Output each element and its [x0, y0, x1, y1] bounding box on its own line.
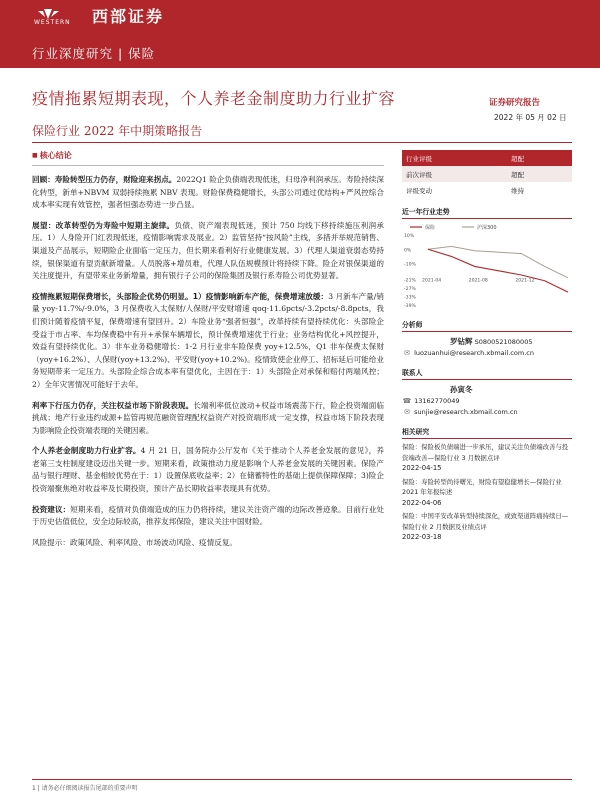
phone-icon: ☎ [402, 397, 412, 405]
brand-name: 西部证券 [92, 7, 165, 26]
y-tick-label: -39% [404, 304, 416, 309]
page-number: 1 [32, 785, 36, 792]
y-axis-ticks [404, 233, 417, 309]
y-tick-label: -27% [404, 286, 416, 292]
contact-section-title: 联系人 [402, 367, 572, 380]
legend-hs300: 沪深300 [477, 225, 497, 231]
rating-value: 超配 [511, 170, 525, 179]
brand-en: WESTERN [34, 19, 71, 26]
related-date: 2022-04-06 [402, 498, 442, 507]
header-title: 行业深度研究 | 保险 [32, 46, 156, 61]
table-row [402, 182, 572, 198]
series-insurance-line [428, 249, 568, 292]
table-row [402, 166, 572, 182]
series-hs300-line [428, 246, 568, 277]
rating-label: 评级变动 [406, 186, 432, 195]
paragraph-body: 4 月 21 日，国务院办公厅发布《关于推动个人养老金发展的意见》，养老第三支柱制度建设迈出关键一步。短期来看，政策推动力度是影响个人养老金发展的关键因素。保险产品与银行理财、基金相较优势在于：1）设置保底收益率；2）在储蓄特性的基础上提供保障保障；3)险企投资端聚焦绝对收益率及长期投资，预计产品长期收益率表现具有优势。 [32, 446, 384, 494]
related-research-item[interactable] [402, 442, 572, 474]
x-tick-label: 2021-04 [422, 278, 442, 284]
section-divider [32, 165, 384, 166]
related-title: 保险：保险板负债端进一步承压，建议关注负债端改善与投资端改善—保险行业 3 月数据点评 [402, 443, 569, 462]
paragraph-outlook [32, 220, 384, 283]
trend-chart [402, 221, 572, 311]
paragraph-body: 短期来看，疫情对负债端造成的压力仍将持续，建议关注资产端的边际改善迹象。目前行业处于历史估值低位，安全边际较高，推荐友邦保险，建议关注中国财险。 [32, 504, 385, 527]
paragraph-lead: 展望：改革转型仍为寿险中短期主旋律。 [32, 220, 175, 230]
rating-value: 维持 [511, 186, 525, 195]
footer: 1 | 请务必仔细阅读报告尾部的重要声明 [32, 785, 138, 792]
analyst-info [402, 336, 572, 359]
analyst-email: luozuanhui@research.xbmail.com.cn [414, 349, 534, 357]
paragraph-body: 风险提示：政策风险、利率风险、市场波动风险、疫情反复。 [32, 537, 238, 547]
table-row [402, 150, 572, 166]
x-tick-label: 2021-08 [468, 278, 488, 284]
paragraph-body: 长端利率低位波动+权益市场震荡下行，险企投资端面临挑战；地产行业违约或源+监管再规范融资管理配权益资产对投资端形成一定支撑，权益市场下阶段表现为影响险企投资端表现的关键因素。 [32, 400, 384, 435]
related-date: 2022-03-18 [402, 533, 442, 541]
y-tick-label: -21% [404, 278, 416, 284]
report-type-label: 证券研究报告 [489, 98, 541, 108]
rating-label: 前次评级 [406, 170, 432, 179]
rating-label: 行业评级 [406, 154, 432, 163]
paragraph-body: 3 月新车产量/销量 yoy-11.7%/-9.0%，3 月保费收入太保财/人保财/平安财增速 qoq-11.6pcts/-3.2pcts/-8.8pcts，我们预计随着疫情平复，保费增速有望回升。2）车险业务“强者恒强”，改革持续有望持续优化：头部险企受益于市占率、车均保费稳中有升+承保车辆增长，预计保费增速优于行业；业务结构优化+风控提升，效益有望持续优化。3）非车业务稳健增长：1-2 月行业非车险保费 yoy+12.5%，Q1 非车保费太保财（yoy+16.2%）、人保财(yoy+13.2%)、平安财(yoy+10.2%)。疫情致使企业停工、招标延后可能给业务短期带来一定压力。头部险企综合成本率有望优化，主因在于：1）头部险企对承保和赔付两端风控；2）全年灾害情况可能好于去年。 [32, 291, 384, 389]
contact-email: sunjie@research.xbmail.com.cn [414, 408, 518, 416]
legend-insurance: 保险 [425, 225, 436, 231]
paragraph-investment-advice [32, 504, 384, 529]
paragraph-rates [32, 400, 384, 438]
analyst-section-title: 分析师 [402, 319, 572, 332]
contact-name: 孙寅冬 [450, 385, 473, 394]
paragraph-risk [32, 537, 384, 550]
related-title: 保险：中国平安改革转型持续深化，或致渠道阵痛持续日—保险行业 2 月数据及业绩点评 [402, 512, 569, 531]
x-tick-label: 2021-12 [515, 278, 535, 284]
related-research-title: 相关研究 [402, 426, 572, 439]
y-tick-label: 10% [404, 234, 415, 239]
paragraph-lead: 个人养老金制度助力行业扩容。 [32, 446, 141, 456]
core-conclusion-column [32, 150, 384, 557]
y-tick-label: 0% [404, 248, 412, 254]
section-heading: ■ 核心结论 [32, 150, 384, 161]
related-title: 保险：寿险转型尚待曙光，财险有望稳健增长—保险行业 2021 年年报综述 [402, 477, 562, 496]
analyst-id: S0800521080005 [474, 338, 533, 346]
paragraph-pension [32, 445, 384, 495]
sidebar [402, 150, 572, 543]
y-tick-label: -33% [404, 295, 416, 301]
title-divider [32, 142, 572, 143]
related-research-item[interactable] [402, 477, 572, 509]
paragraph-lead: 回顾：寿险转型压力仍存，财险迎来拐点。 [32, 175, 177, 184]
paragraph-review [32, 174, 384, 212]
related-research-item[interactable] [402, 511, 572, 543]
paragraph-lead: 疫情拖累短期保费增长，头部险企优势仍明显。1）疫情影响新车产能，保费增速放缓： [32, 291, 329, 301]
paragraph-body: 2022Q1 险企负债端表现低迷，归母净利润承压。寿险持续深化转型，新单+NBVM 双弱持续拖累 NBV 表现。财险保费稳健增长，头部公司通过优结构+严风控综合成本率实现有效管控，强者恒强态势进一步凸显。 [32, 175, 385, 210]
x-axis-ticks [422, 277, 535, 283]
email-icon: ✉ [404, 408, 410, 416]
report-date: 2022 年 05 月 02 日 [494, 113, 567, 122]
paragraph-pc-insurance [32, 291, 384, 392]
email-icon: ✉ [404, 349, 410, 357]
sub-title: 保险行业 2022 年中期策略报告 [32, 124, 203, 138]
trend-chart-title: 近一年行业走势 [402, 206, 572, 219]
contact-info [402, 384, 572, 418]
rating-table [402, 150, 572, 198]
main-title: 疫情拖累短期表现，个人养老金制度助力行业扩容 [32, 89, 396, 108]
y-tick-label: -10% [404, 262, 416, 268]
rating-value: 超配 [511, 154, 525, 163]
contact-phone: 13162770049 [414, 397, 460, 405]
disclaimer-note: 请务必仔细阅读报告尾部的重要声明 [41, 785, 138, 792]
paragraph-lead: 利率下行压力仍存，关注权益市场下阶段表现。 [32, 400, 194, 410]
paragraph-lead: 投资建议： [32, 504, 71, 514]
analyst-name: 罗钻辉 [450, 337, 473, 346]
footer-divider [32, 779, 572, 780]
paragraph-body: 负债、资产端表现低迷，预计 750 均线下移持续施压利润承压。1）人身险开门红表现低迷，疫情影响需求及展业。2）监管坚持“按风险”主线，多措并举规范销售、渠道及产品展示，短期险企业面临一定压力，但长期来看利好行业健康发展。3）代理人渠道衰弱态势持续，银保渠道有望贡献新增量。人员脱落+增员难，代理人队伍规模预计将持续下降。险企对银保渠道的关注度提升，有望带来业务新增量，拥有银行子公司的保险集团及银行系寿险公司优势显著。 [32, 220, 384, 281]
related-date: 2022-04-15 [402, 464, 442, 472]
